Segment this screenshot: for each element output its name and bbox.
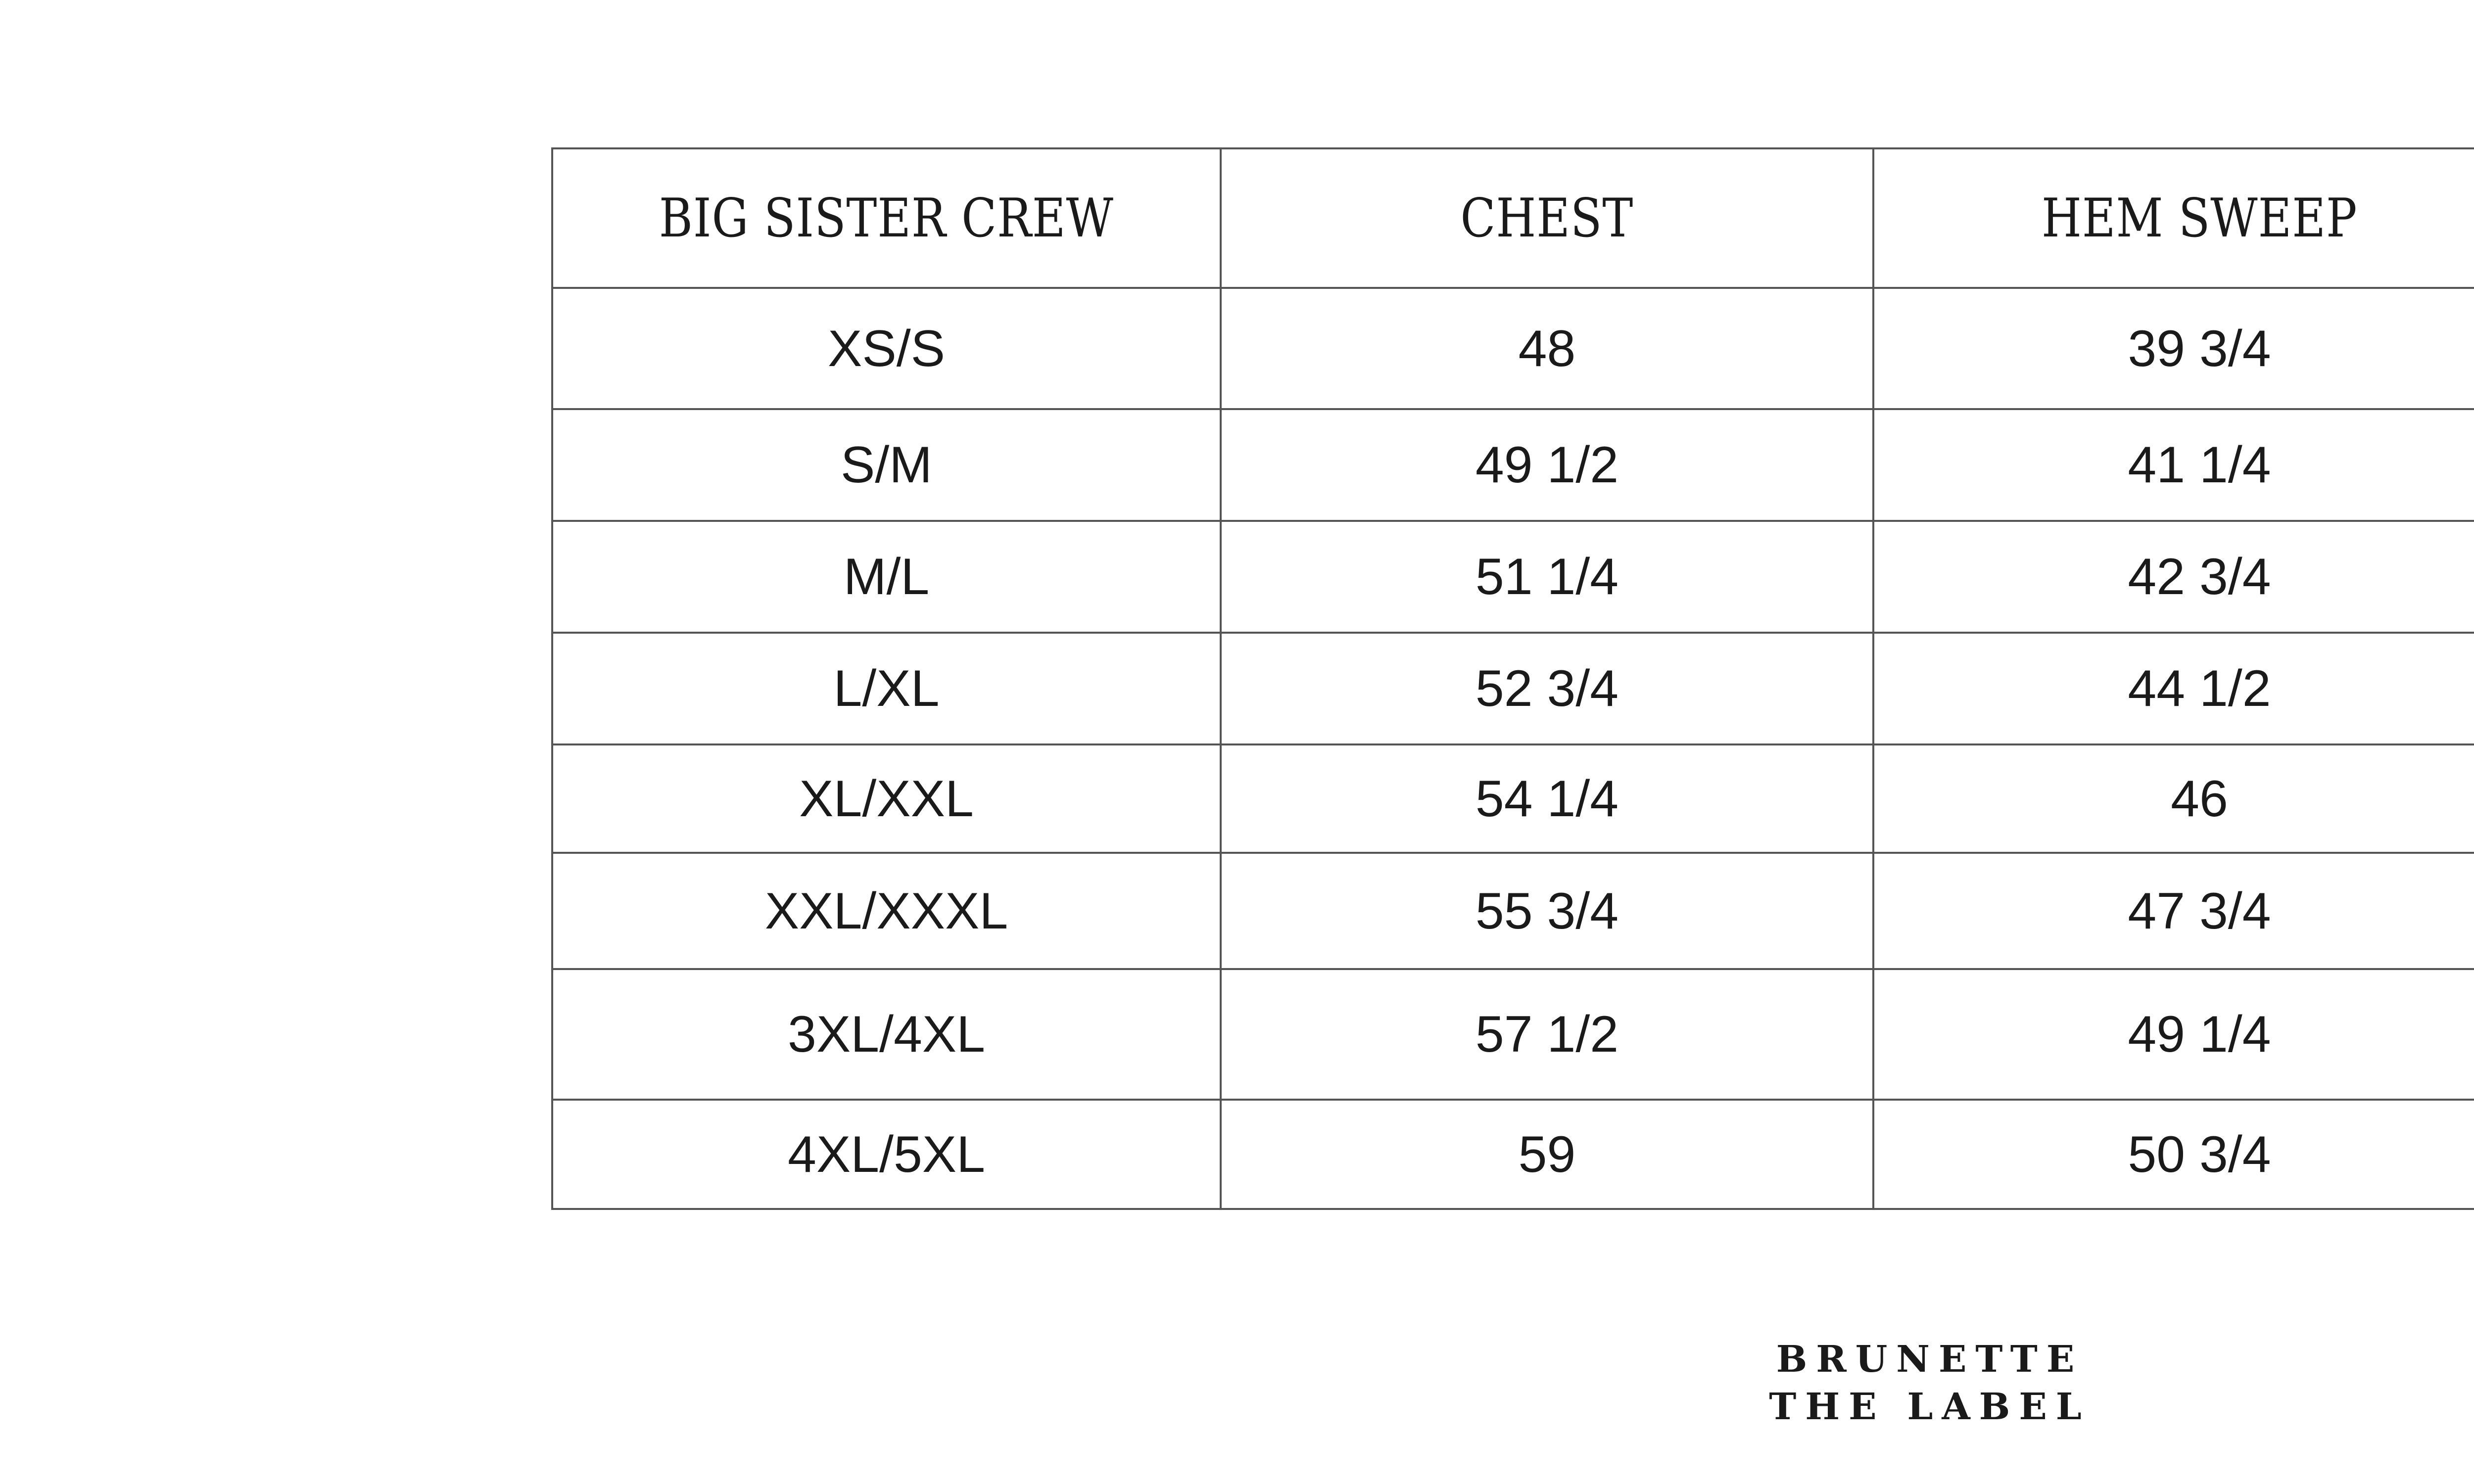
table-row — [552, 288, 2474, 409]
header-label-style: BIG SISTER CREW — [659, 187, 1114, 249]
size-cell: XS/S — [552, 288, 1221, 409]
size-cell: XXL/XXXL — [552, 853, 1221, 969]
size-chart-header — [552, 148, 2474, 288]
brand-logo-line-1: BRUNETTE — [1776, 1338, 2084, 1381]
header-cell-style — [552, 148, 1221, 288]
size-chart-body — [552, 288, 2474, 1209]
chest-cell: 57 1/2 — [1221, 969, 1873, 1100]
hem-sweep-cell: 44 1/2 — [1873, 633, 2474, 744]
table-row — [552, 853, 2474, 969]
size-chart-table — [551, 147, 2474, 1210]
hem-sweep-cell: 42 3/4 — [1873, 521, 2474, 633]
size-cell: L/XL — [552, 633, 1221, 744]
table-row — [552, 744, 2474, 853]
table-row — [552, 1100, 2474, 1209]
size-cell: M/L — [552, 521, 1221, 633]
header-cell-chest — [1221, 148, 1873, 288]
size-cell: S/M — [552, 409, 1221, 521]
hem-sweep-cell: 41 1/4 — [1873, 409, 2474, 521]
header-label-hem-sweep: HEM SWEEP — [2041, 187, 2358, 249]
chest-cell: 48 — [1221, 288, 1873, 409]
size-cell: XL/XXL — [552, 744, 1221, 853]
hem-sweep-cell: 50 3/4 — [1873, 1100, 2474, 1209]
brand-logo-line-2: THE LABEL — [1769, 1386, 2091, 1428]
chest-cell: 59 — [1221, 1100, 1873, 1209]
hem-sweep-cell: 39 3/4 — [1873, 288, 2474, 409]
header-row — [552, 148, 2474, 288]
chest-cell: 55 3/4 — [1221, 853, 1873, 969]
table-row — [552, 969, 2474, 1100]
chest-cell: 49 1/2 — [1221, 409, 1873, 521]
hem-sweep-cell: 46 — [1873, 744, 2474, 853]
chest-cell: 51 1/4 — [1221, 521, 1873, 633]
size-cell: 3XL/4XL — [552, 969, 1221, 1100]
header-cell-hem-sweep — [1873, 148, 2474, 288]
hem-sweep-cell: 49 1/4 — [1873, 969, 2474, 1100]
brand-logo — [1633, 1336, 2227, 1431]
hem-sweep-cell: 47 3/4 — [1873, 853, 2474, 969]
chest-cell: 52 3/4 — [1221, 633, 1873, 744]
chest-cell: 54 1/4 — [1221, 744, 1873, 853]
header-label-chest: CHEST — [1460, 187, 1634, 249]
table-row — [552, 409, 2474, 521]
table-row — [552, 521, 2474, 633]
size-cell: 4XL/5XL — [552, 1100, 1221, 1209]
table-row — [552, 633, 2474, 744]
